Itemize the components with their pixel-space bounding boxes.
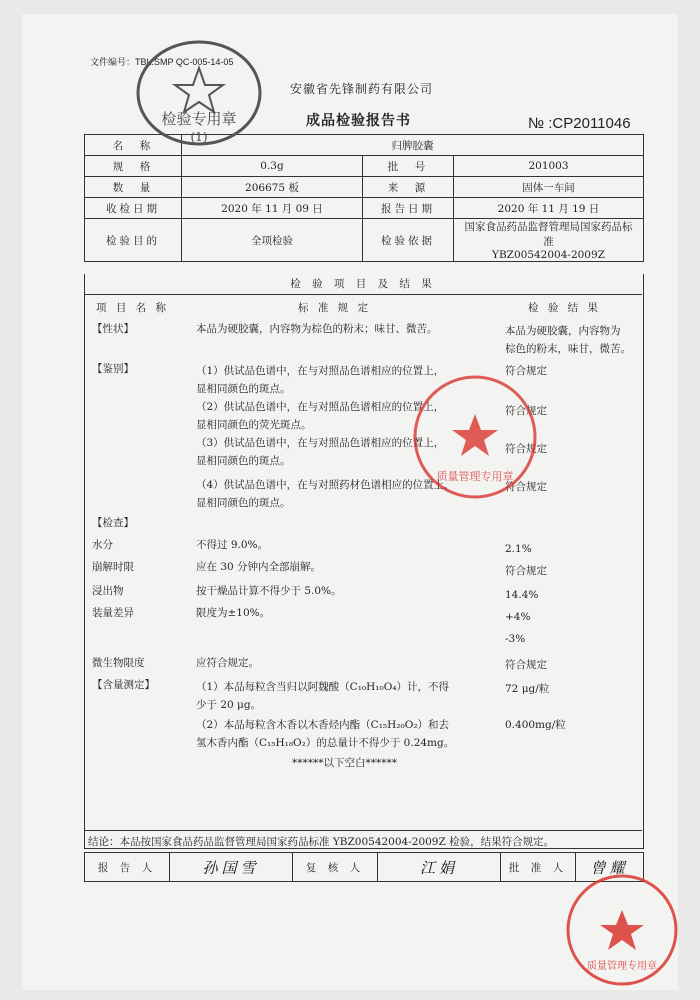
assay-2-line2: 氢木香内酯（C₁₅H₁₈O₂）的总量计不得少于 0.24mg。 — [196, 737, 455, 749]
document-number: 文件编号：TBL.SMP QC-005-14-05 — [90, 57, 234, 67]
reporter-signature: 孙国雪 — [202, 858, 260, 877]
reviewer-label: 复 核 人 — [293, 853, 378, 882]
identification-4-line2: 显相同颜色的斑点。 — [196, 497, 291, 509]
source-value: 固体一车间 — [454, 177, 644, 198]
quality-seal-bottom-subtitle: 质量管理专用章 — [587, 961, 657, 972]
page-title: 成品检验报告书 — [306, 113, 411, 129]
batch-value: 201003 — [454, 156, 644, 177]
basis-label: 检验依据 — [363, 219, 454, 262]
disintegration-standard: 应在 30 分钟内全部崩解。 — [196, 561, 322, 573]
identification-1-line1: （1）供试品色谱中，在与对照品色谱相应的位置上， — [196, 365, 445, 377]
company-name: 安徽省先锋制药有限公司 — [290, 82, 434, 96]
reviewer-signature: 江娟 — [419, 858, 458, 877]
identification-2-result: 符合规定 — [505, 405, 547, 417]
basis-value-line2: YBZ00542004-2009Z — [492, 249, 605, 261]
microbial-standard: 应符合规定。 — [196, 657, 259, 669]
conclusion: 结论：本品按国家食品药品监督管理局国家药品标准 YBZ00542004-2009Z 检验，结果符合规定。 — [84, 830, 642, 852]
quality-seal-middle — [410, 372, 540, 502]
section-heading: 检 验 项 目 及 结 果 — [84, 274, 642, 295]
moisture-result: 2.1% — [505, 543, 532, 555]
identification-1-result: 符合规定 — [505, 365, 547, 377]
weight-variation-label: 装量差异 — [92, 607, 134, 619]
extract-result: 14.4% — [505, 589, 539, 601]
quality-seal-middle-subtitle: 质量管理专用章 — [436, 470, 514, 483]
batch-label: 批 号 — [363, 156, 454, 177]
report-date-label: 报告日期 — [363, 198, 454, 219]
disintegration-label: 崩解时限 — [92, 561, 134, 573]
assay-1-result: 72 μg/粒 — [505, 683, 550, 695]
receive-date-label: 收检日期 — [85, 198, 182, 219]
header-table — [84, 134, 644, 262]
basis-value-line1: 国家食品药品监督管理局国家药品标准 — [464, 221, 633, 248]
col-standard-header: 标 准 规 定 — [298, 302, 372, 314]
microbial-result: 符合规定 — [505, 659, 547, 671]
assay-1-line1: （1）本品每粒含当归以阿魏酸（C₁₀H₁₀O₄）计，不得 — [196, 681, 450, 693]
blank-marker: ******以下空白****** — [292, 757, 397, 769]
inspection-label: 【检查】 — [92, 517, 134, 529]
appearance-result-1: 本品为硬胶囊，内容物为 — [505, 325, 621, 337]
col-item-header: 项 目 名 称 — [96, 302, 170, 314]
inspection-seal — [134, 38, 264, 148]
extract-label: 浸出物 — [92, 585, 124, 597]
source-label: 来 源 — [363, 177, 454, 198]
spec-label: 规 格 — [85, 156, 182, 177]
name-value: 归脾胶囊 — [182, 135, 644, 156]
microbial-label: 微生物限度 — [92, 657, 145, 669]
disintegration-result: 符合规定 — [505, 565, 547, 577]
moisture-label: 水分 — [92, 539, 113, 551]
assay-2-line1: （2）本品每粒含木香以木香烃内酯（C₁₅H₂₀O₂）和去 — [196, 719, 450, 731]
approver-signature: 曾耀 — [590, 858, 629, 877]
appearance-label: 【性状】 — [92, 323, 134, 335]
identification-2-line2: 显相同颜色的荧光斑点。 — [196, 419, 312, 431]
identification-2-line1: （2）供试品色谱中，在与对照品色谱相应的位置上， — [196, 401, 445, 413]
identification-3-line2: 显相同颜色的斑点。 — [196, 455, 291, 467]
inspection-seal-subtitle: 检验专用章 — [161, 110, 237, 128]
weight-variation-result-plus: +4% — [505, 611, 531, 623]
quality-seal-bottom — [562, 870, 682, 990]
assay-1-line2: 少于 20 μg。 — [196, 699, 262, 711]
assay-2-result: 0.400mg/粒 — [505, 719, 566, 731]
col-result-header: 检 验 结 果 — [528, 302, 602, 314]
appearance-result-2: 棕色的粉末，味甘，微苦。 — [505, 343, 631, 355]
purpose-label: 检验目的 — [85, 219, 182, 262]
reporter-label: 报 告 人 — [85, 853, 170, 882]
inspection-seal-number: (1) — [190, 130, 208, 144]
name-label: 名 称 — [85, 135, 182, 156]
identification-1-line2: 显相同颜色的斑点。 — [196, 383, 291, 395]
identification-label: 【鉴别】 — [92, 363, 134, 375]
receive-date-value: 2020 年 11 月 09 日 — [182, 198, 363, 219]
qty-label: 数 量 — [85, 177, 182, 198]
weight-variation-standard: 限度为±10%。 — [196, 607, 271, 619]
identification-3-line1: （3）供试品色谱中，在与对照品色谱相应的位置上， — [196, 437, 445, 449]
purpose-value: 全项检验 — [182, 219, 363, 262]
identification-4-line1: （4）供试品色谱中，在与对照药材色谱相应的位置上， — [196, 479, 455, 491]
assay-label: 【含量测定】 — [92, 679, 155, 691]
identification-4-result: 符合规定 — [505, 481, 547, 493]
qty-value: 206675 板 — [182, 177, 363, 198]
basis-value — [454, 219, 644, 262]
appearance-standard: 本品为硬胶囊，内容物为棕色的粉末；味甘、微苦。 — [196, 323, 438, 335]
approver-label: 批 准 人 — [501, 853, 576, 882]
moisture-standard: 不得过 9.0%。 — [196, 539, 269, 551]
report-date-value: 2020 年 11 月 19 日 — [454, 198, 644, 219]
spec-value: 0.3g — [182, 156, 363, 177]
weight-variation-result-minus: -3% — [505, 633, 526, 645]
signature-table — [84, 852, 644, 882]
identification-3-result: 符合规定 — [505, 443, 547, 455]
report-number: № :CP2011046 — [528, 115, 631, 132]
extract-standard: 按干燥品计算不得少于 5.0%。 — [196, 585, 342, 597]
